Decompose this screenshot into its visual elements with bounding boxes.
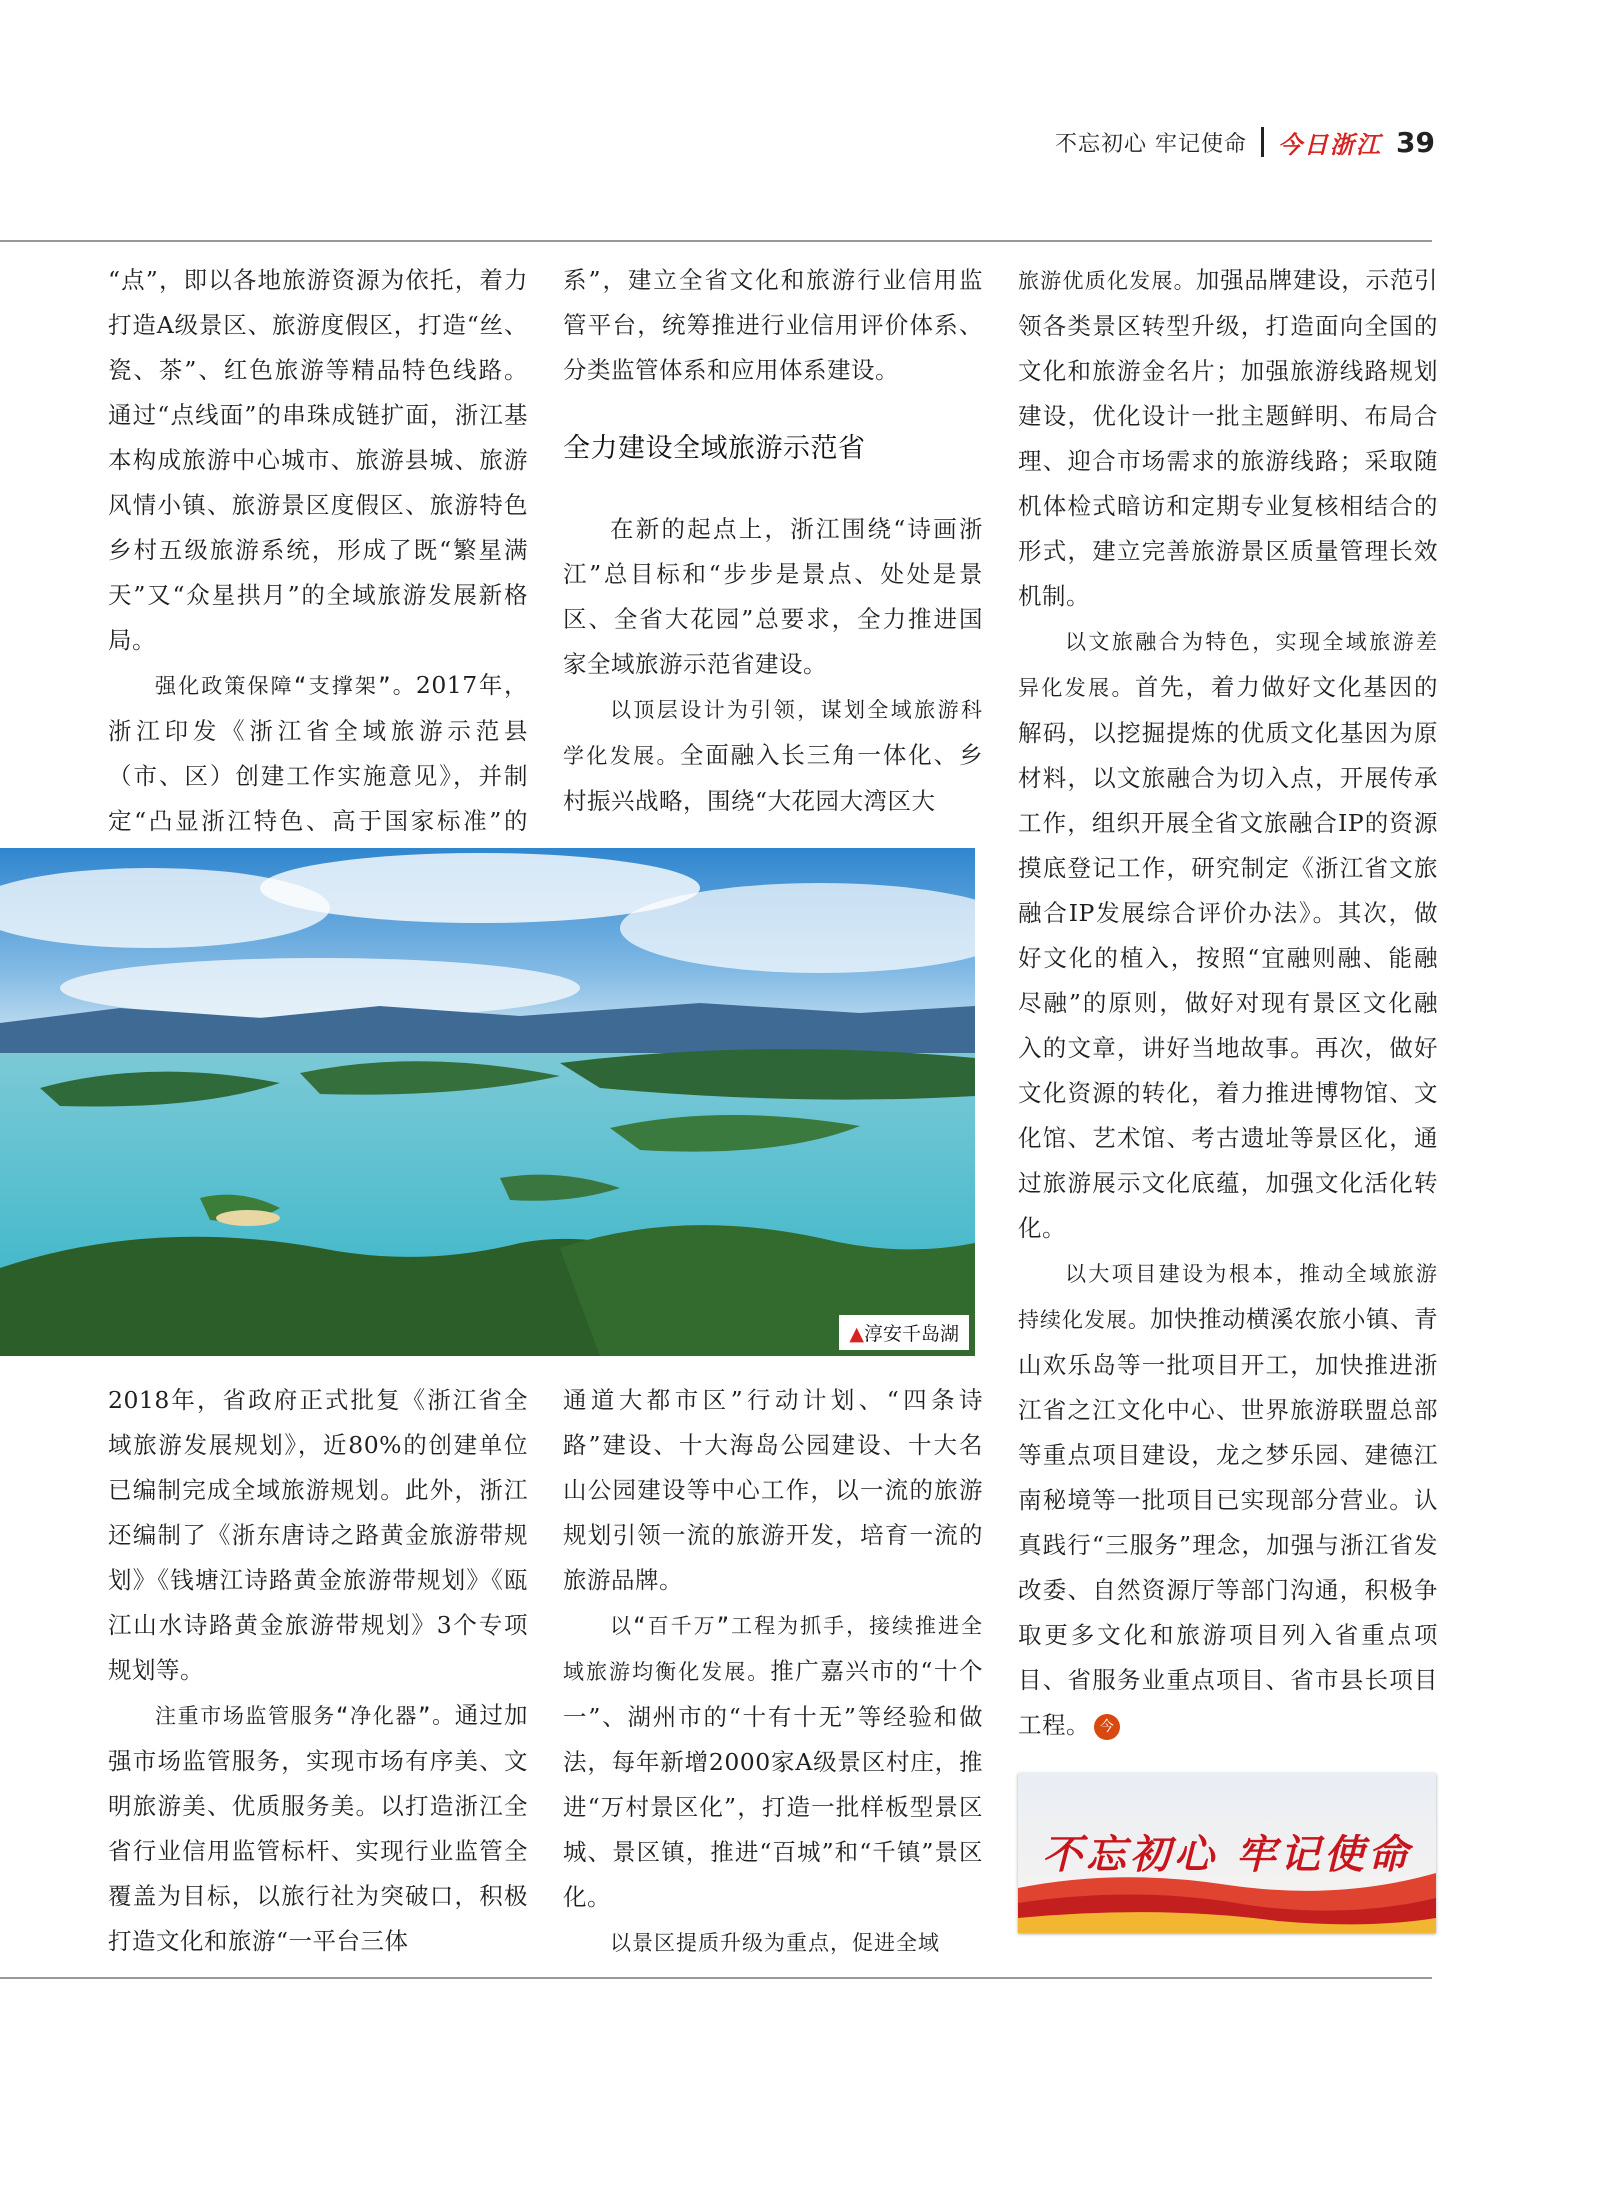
magazine-logo: 今日浙江 <box>1278 130 1383 159</box>
paragraph-lead: 以“百千万”工程为抓手，接续推进全域旅游均衡化发展。 <box>563 1614 983 1684</box>
paragraph <box>1018 619 1438 1251</box>
paragraph-lead: 以大项目建设为根本，推动全域旅游持续化发展。 <box>1018 1262 1438 1332</box>
paragraph <box>1018 1251 1438 1748</box>
paragraph-body: 首先，着力做好文化基因的解码，以挖掘提炼的优质文化基因为原材料，以文旅融合为切入点，开展传承工作，组织开展全省文旅融合IP的资源摸底登记工作，研究制定《浙江省文旅融合IP发展综合评价办法》。其次，做好文化的植入，按照“宜融则融、能融尽融”的原则，做好对现有景区文化融入的文章，讲好当地故事。再次，做好文化资源的转化，着力推进博物馆、文化馆、艺术馆、考古遗址等景区化，通过旅游展示文化底蕴，加强文化活化转化。 <box>1018 673 1438 1242</box>
paragraph: “点”，即以各地旅游资源为依托，着力打造A级景区、旅游度假区，打造“丝、瓷、茶”、红色旅游等精品特色线路。通过“点线面”的串珠成链扩面，浙江基本构成旅游中心城市、旅游县城、旅游风情小镇、旅游景区度假区、旅游特色乡村五级旅游系统，形成了既“繁星满天”又“众星拱月”的全域旅游发展新格局。 <box>108 266 528 654</box>
column-1-top <box>108 258 528 934</box>
paragraph-lead: 以顶层设计为引领，谋划全域旅游科学化发展。 <box>563 698 983 768</box>
header-slogan: 不忘初心 牢记使命 <box>1055 131 1248 157</box>
paragraph: 2018年，省政府正式批复《浙江省全域旅游发展规划》，近80%的创建单位已编制完成全域旅游规划。此外，浙江还编制了《浙东唐诗之路黄金旅游带规划》《钱塘江诗路黄金旅游带规划》《瓯江山水诗路黄金旅游带规划》3个专项规划等。 <box>108 1386 528 1684</box>
paragraph <box>563 1920 983 1966</box>
paragraph: 通道大都市区”行动计划、“四条诗路”建设、十大海岛公园建设、十大名山公园建设等中心工作，以一流的旅游规划引领一流的旅游开发，培育一流的旅游品牌。 <box>563 1386 983 1594</box>
paragraph: 系”，建立全省文化和旅游行业信用监管平台，统筹推进行业信用评价体系、分类监管体系和应用体系建设。 <box>563 266 983 384</box>
paragraph-lead: 旅游优质化发展。 <box>1018 269 1196 293</box>
column-3 <box>1018 258 1438 1748</box>
section-heading: 全力建设全域旅游示范省 <box>563 433 866 464</box>
paragraph-lead: 注重市场监管服务“净化器”。 <box>155 1704 455 1728</box>
paragraph-body: 通过加强市场监管服务，实现市场有序美、文明旅游美、优质服务美。以打造浙江全省行业信用监管标杆、实现行业监管全覆盖为目标，以旅行社为突破口，积极打造文化和旅游“一平台三体 <box>108 1701 528 1955</box>
running-head <box>1055 122 1435 162</box>
bottom-rule <box>0 1977 1432 1979</box>
caption-marker-icon: ▲ <box>849 1323 864 1345</box>
top-rule <box>0 240 1432 242</box>
paragraph-body: 2017年，浙江印发《浙江省全域旅游示范县（市、区）创建工作实施意见》，并制定“凸显浙江特色、高于国家标准”的 <box>108 671 528 835</box>
end-mark-icon: 今 <box>1094 1714 1120 1740</box>
slogan-banner <box>1018 1773 1436 1933</box>
paragraph <box>1018 258 1438 619</box>
photo-caption <box>839 1315 969 1350</box>
paragraph <box>563 687 983 824</box>
column-2-top <box>563 258 983 824</box>
paragraph-body: 全面融入长三角一体化、乡村振兴战略，围绕“大花园大湾区大 <box>563 741 983 815</box>
paragraph-body: 推广嘉兴市的“十个一”、湖州市的“十有十无”等经验和做法，每年新增2000家A级景区村庄，推进“万村景区化”，打造一批样板型景区城、景区镇，推进“百城”和“千镇”景区化。 <box>563 1657 984 1911</box>
paragraph-lead: 强化政策保障“支撑架”。 <box>155 674 416 698</box>
lake-photo <box>0 848 975 1356</box>
paragraph-body: 加快推动横溪农旅小镇、青山欢乐岛等一批项目开工，加快推进浙江省之江文化中心、世界旅游联盟总部等重点项目建设，龙之梦乐园、建德江南秘境等一批项目已实现部分营业。认真践行“三服务”理念，加强与浙江省发改委、自然资源厅等部门沟通，积极争取更多文化和旅游项目列入省重点项目、省服务业重点项目、省市县长项目工程。 <box>1018 1305 1438 1739</box>
column-1-bottom <box>108 1378 528 1964</box>
paragraph-lead: 以景区提质升级为重点，促进全域 <box>610 1931 940 1955</box>
paragraph-body: 加强品牌建设，示范引领各类景区转型升级，打造面向全国的文化和旅游金名片；加强旅游线路规划建设，优化设计一批主题鲜明、布局合理、迎合市场需求的旅游线路；采取随机体检式暗访和定期专业复核相结合的形式，建立完善旅游景区质量管理长效机制。 <box>1018 266 1439 610</box>
column-2-bottom <box>563 1378 983 1966</box>
paragraph: 在新的起点上，浙江围绕“诗画浙江”总目标和“步步是景点、处处是景区、全省大花园”总要求，全力推进国家全域旅游示范省建设。 <box>563 515 983 678</box>
banner-slogan: 不忘初心 牢记使命 <box>1042 1831 1412 1878</box>
caption-text: 淳安千岛湖 <box>863 1323 959 1345</box>
lake-photo-illustration <box>0 848 975 1356</box>
page-number: 39 <box>1396 125 1435 159</box>
paragraph <box>563 1603 983 1920</box>
header-separator <box>1261 127 1264 157</box>
paragraph-lead: 以文旅融合为特色，实现全域旅游差异化发展。 <box>1018 630 1438 700</box>
paragraph <box>108 1693 528 1964</box>
